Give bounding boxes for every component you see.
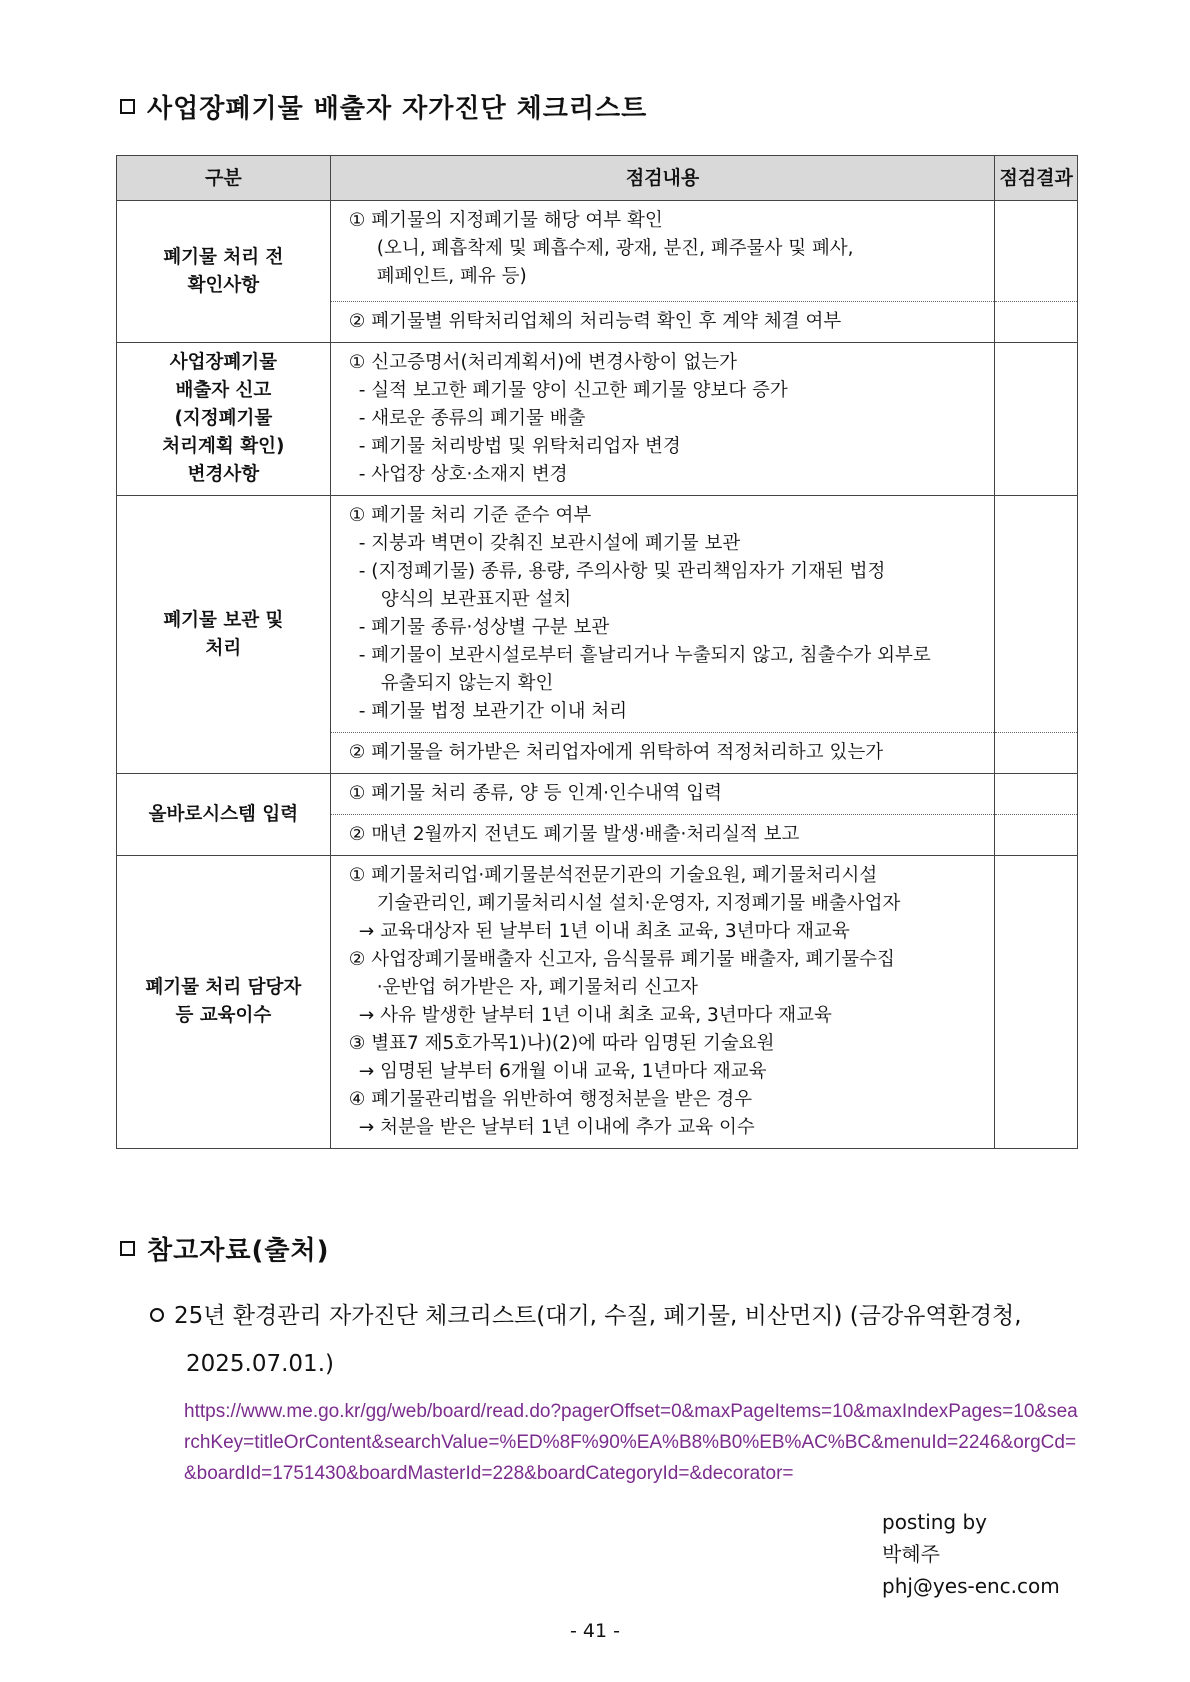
table-row: [117, 774, 1078, 815]
content-line: - 지붕과 벽면이 갖춰진 보관시설에 폐기물 보관: [358, 533, 741, 554]
header-category: 구분: [117, 156, 331, 201]
content-line: 유출되지 않는지 확인: [380, 673, 554, 694]
content-line: ④ 폐기물관리법을 위반하여 행정처분을 받은 경우: [348, 1089, 753, 1110]
content-line: 폐페인트, 폐유 등): [376, 266, 527, 287]
category-cell: [117, 774, 331, 856]
result-cell[interactable]: [995, 302, 1078, 343]
content-line: → 사유 발생한 날부터 1년 이내 최초 교육, 3년마다 재교육: [358, 1005, 832, 1026]
section-title-text: 참고자료(출처): [147, 1236, 330, 1266]
content-cell: [330, 201, 995, 302]
section-title-checklist: [120, 88, 647, 125]
result-cell[interactable]: [995, 856, 1078, 1149]
result-cell[interactable]: [995, 343, 1078, 496]
content-cell: [330, 856, 995, 1149]
category-line: 폐기물 보관 및: [163, 609, 284, 631]
content-line: ① 폐기물 처리 기준 준수 여부: [348, 505, 592, 526]
category-line: 올바로시스템 입력: [148, 803, 299, 825]
category-line: 폐기물 처리 담당자: [145, 977, 302, 998]
category-cell: [117, 343, 331, 496]
table-row: [117, 343, 1078, 496]
reference-line: 2025.07.01.): [186, 1351, 334, 1377]
content-line: → 임명된 날부터 6개월 이내 교육, 1년마다 재교육: [358, 1061, 767, 1082]
content-cell: [330, 774, 995, 815]
section-title-text: 사업장폐기물 배출자 자가진단 체크리스트: [147, 94, 648, 124]
table-row: [117, 496, 1078, 733]
content-cell: [330, 733, 995, 774]
content-line: ② 폐기물을 허가받은 처리업자에게 위탁하여 적정처리하고 있는가: [348, 742, 884, 763]
category-cell: [117, 201, 331, 343]
content-line: ② 사업장폐기물배출자 신고자, 음식물류 폐기물 배출자, 폐기물수집: [348, 949, 895, 970]
result-cell[interactable]: [995, 496, 1078, 733]
content-line: - 폐기물이 보관시설로부터 흩날리거나 누출되지 않고, 침출수가 외부로: [358, 645, 931, 666]
content-line: - 폐기물 처리방법 및 위탁처리업자 변경: [358, 436, 681, 457]
content-line: - 폐기물 법정 보관기간 이내 처리: [358, 701, 628, 722]
reference-url-link[interactable]: https://www.me.go.kr/gg/web/board/read.do?pagerOffset=0&maxPageItems=10&maxIndexPages=10&searchKey=titleOrContent&searchValue=%ED%8F%90%EA%B8%B0%EB%AC%BC&menuId=2246&orgCd=&boardId=1751430&boardMasterId=228&boardCategoryId=&decorator=: [184, 1401, 1078, 1484]
content-line: ① 폐기물의 지정폐기물 해당 여부 확인: [348, 210, 663, 231]
content-cell: [330, 302, 995, 343]
content-line: ① 폐기물처리업·폐기물분석전문기관의 기술요원, 폐기물처리시설: [348, 865, 878, 886]
category-line: 등 교육이수: [175, 1005, 272, 1026]
page-number: - 41 -: [570, 1620, 620, 1642]
category-line: 처리계획 확인): [162, 436, 285, 457]
content-line: - (지정폐기물) 종류, 용량, 주의사항 및 관리책임자가 기재된 법정: [358, 561, 886, 582]
category-cell: [117, 496, 331, 774]
posting-by-label: posting by: [882, 1510, 988, 1534]
result-cell[interactable]: [995, 815, 1078, 856]
header-result: 점검결과: [995, 156, 1078, 201]
content-line: → 처분을 받은 날부터 1년 이내에 추가 교육 이수: [358, 1117, 755, 1138]
reference-line: 25년 환경관리 자가진단 체크리스트(대기, 수질, 폐기물, 비산먼지) (금강유역환경청,: [174, 1303, 1022, 1329]
posting-author: 박혜주: [882, 1542, 940, 1566]
circle-bullet-icon: [150, 1308, 164, 1322]
header-content: 점검내용: [330, 156, 995, 201]
content-line: (오니, 폐흡착제 및 폐흡수제, 광재, 분진, 폐주물사 및 폐사,: [376, 238, 854, 259]
category-line: 변경사항: [187, 464, 260, 485]
content-line: - 실적 보고한 폐기물 양이 신고한 폐기물 양보다 증가: [358, 380, 788, 401]
square-bullet-icon: [120, 99, 135, 114]
content-line: ③ 별표7 제5호가목1)나)(2)에 따라 임명된 기술요원: [348, 1033, 775, 1054]
posting-info: [882, 1506, 1060, 1602]
category-line: 배출자 신고: [175, 380, 272, 401]
category-cell: [117, 856, 331, 1149]
content-line: ② 매년 2월까지 전년도 폐기물 발생·배출·처리실적 보고: [348, 824, 800, 845]
category-line: (지정폐기물: [174, 408, 273, 429]
section-title-references: [120, 1230, 329, 1267]
checklist-table: [116, 155, 1078, 1149]
square-bullet-icon: [120, 1241, 135, 1256]
result-cell[interactable]: [995, 774, 1078, 815]
table-row: [117, 856, 1078, 1149]
content-line: → 교육대상자 된 날부터 1년 이내 최초 교육, 3년마다 재교육: [358, 921, 850, 942]
category-line: 확인사항: [187, 274, 260, 296]
content-line: ② 폐기물별 위탁처리업체의 처리능력 확인 후 계약 체결 여부: [348, 311, 842, 332]
posting-email: phj@yes-enc.com: [882, 1574, 1060, 1598]
content-line: ① 폐기물 처리 종류, 양 등 인계·인수내역 입력: [348, 783, 723, 804]
content-line: - 폐기물 종류·성상별 구분 보관: [358, 617, 610, 638]
reference-item: [150, 1292, 1090, 1388]
content-line: - 사업장 상호·소재지 변경: [358, 464, 568, 485]
category-line: 처리: [205, 637, 242, 659]
content-line: 기술관리인, 폐기물처리시설 설치·운영자, 지정폐기물 배출사업자: [376, 893, 901, 914]
content-line: 양식의 보관표지판 설치: [380, 589, 572, 610]
category-line: 폐기물 처리 전: [163, 246, 284, 268]
content-cell: [330, 496, 995, 733]
result-cell[interactable]: [995, 733, 1078, 774]
content-cell: [330, 343, 995, 496]
content-line: ① 신고증명서(처리계획서)에 변경사항이 없는가: [348, 352, 737, 373]
content-cell: [330, 815, 995, 856]
table-row: [117, 201, 1078, 302]
content-line: ·운반업 허가받은 자, 폐기물처리 신고자: [376, 977, 698, 998]
table-header-row: [117, 156, 1078, 201]
category-line: 사업장폐기물: [169, 352, 277, 373]
content-line: - 새로운 종류의 폐기물 배출: [358, 408, 586, 429]
result-cell[interactable]: [995, 201, 1078, 302]
